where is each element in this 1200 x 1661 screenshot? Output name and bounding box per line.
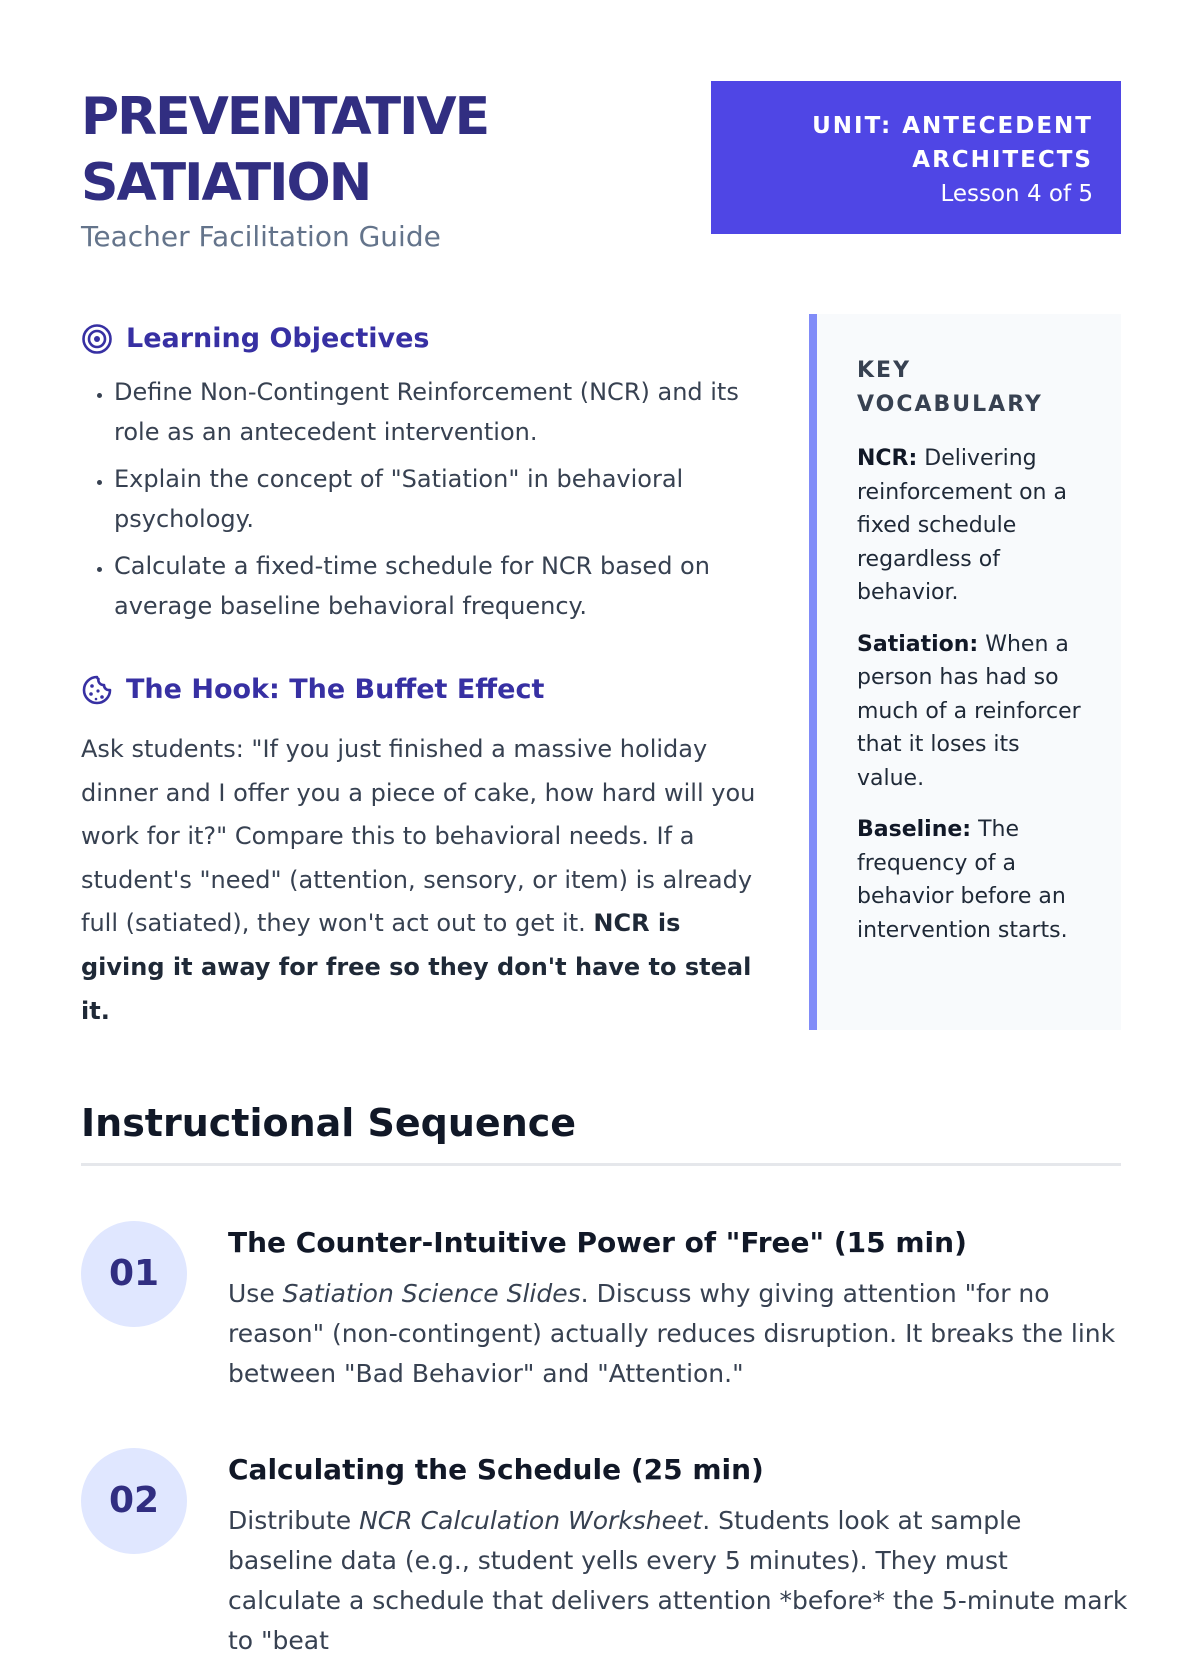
vocab-definition: When a person has had so much of a reinforcer that it loses its value.: [857, 631, 1081, 791]
section-divider: [81, 1163, 1121, 1166]
key-vocabulary-panel: [809, 314, 1121, 1030]
vocab-term: NCR:: [857, 446, 918, 471]
list-item: • Explain the concept of "Satiation" in behavioral psychology.: [114, 459, 761, 539]
step-number-badge: 01: [81, 1221, 187, 1327]
unit-name-line-2: ARCHITECTS: [912, 147, 1093, 173]
step-text: . Discuss why giving attention "for no reason" (non-contingent) actually reduces disruption. It breaks the link between "Bad Behavior" and "Attention.": [228, 1279, 1116, 1388]
vocab-item-satiation: [857, 628, 1091, 796]
objectives-list: [81, 372, 761, 633]
title-line-1: PREVENTATIVE: [81, 87, 489, 147]
hook-emphasis: NCR is giving it away for free so they don't have to steal it.: [81, 909, 752, 1025]
step-title: The Counter-Intuitive Power of "Free" (15 min): [228, 1226, 967, 1259]
cookie-icon: [81, 674, 113, 706]
step-description: [228, 1274, 1128, 1394]
list-item: • Calculate a fixed-time schedule for NCR based on average baseline behavioral frequency.: [114, 546, 761, 626]
objectives-heading: [81, 321, 429, 357]
vocab-term: Satiation:: [857, 631, 979, 657]
step-number-badge: 02: [81, 1448, 187, 1554]
page-title: [81, 84, 488, 216]
target-icon: [81, 323, 113, 355]
step-description: [228, 1501, 1128, 1661]
unit-badge: [711, 81, 1121, 234]
step-lead: Distribute: [228, 1506, 352, 1535]
unit-name-line-1: UNIT: ANTECEDENT: [812, 113, 1093, 139]
vocab-definition: The frequency of a behavior before an intervention starts.: [857, 817, 1068, 943]
hook-text: Ask students: "If you just finished a massive holiday dinner and I offer you a piece of cake, how hard will you work for it?" Compare this to behavioral needs. If a student's "need" (attention, sensory, or item) is already full (satiated), they won't act out to get it.: [81, 735, 756, 938]
step-material: NCR Calculation Worksheet: [359, 1506, 703, 1535]
list-item: • Define Non-Contingent Reinforcement (NCR) and its role as an antecedent intervention.: [114, 372, 761, 452]
vocab-definition: Delivering reinforcement on a fixed schedule regardless of behavior.: [857, 446, 1067, 605]
sequence-heading: Instructional Sequence: [81, 1101, 577, 1145]
objectives-heading-label: Learning Objectives: [126, 323, 430, 354]
hook-heading: [81, 672, 544, 708]
page-subtitle: Teacher Facilitation Guide: [81, 220, 441, 253]
lesson-number: Lesson 4 of 5: [940, 181, 1093, 207]
title-line-2: SATIATION: [81, 153, 371, 213]
step-text: . Students look at sample baseline data (e.g., student yells every 5 minutes). They must calculate a schedule that delivers attention *before* the 5-minute mark to "beat: [228, 1506, 1128, 1655]
step-title: Calculating the Schedule (25 min): [228, 1453, 764, 1486]
vocab-item-baseline: [857, 813, 1091, 947]
hook-paragraph: [81, 728, 761, 1033]
step-lead: Use: [228, 1279, 275, 1308]
vocab-item-ncr: [857, 442, 1091, 610]
vocab-term: Baseline:: [857, 817, 972, 842]
hook-heading-label: The Hook: The Buffet Effect: [126, 674, 545, 705]
step-material: Satiation Science Slides: [282, 1279, 581, 1308]
vocab-title: KEY VOCABULARY: [857, 358, 1043, 417]
